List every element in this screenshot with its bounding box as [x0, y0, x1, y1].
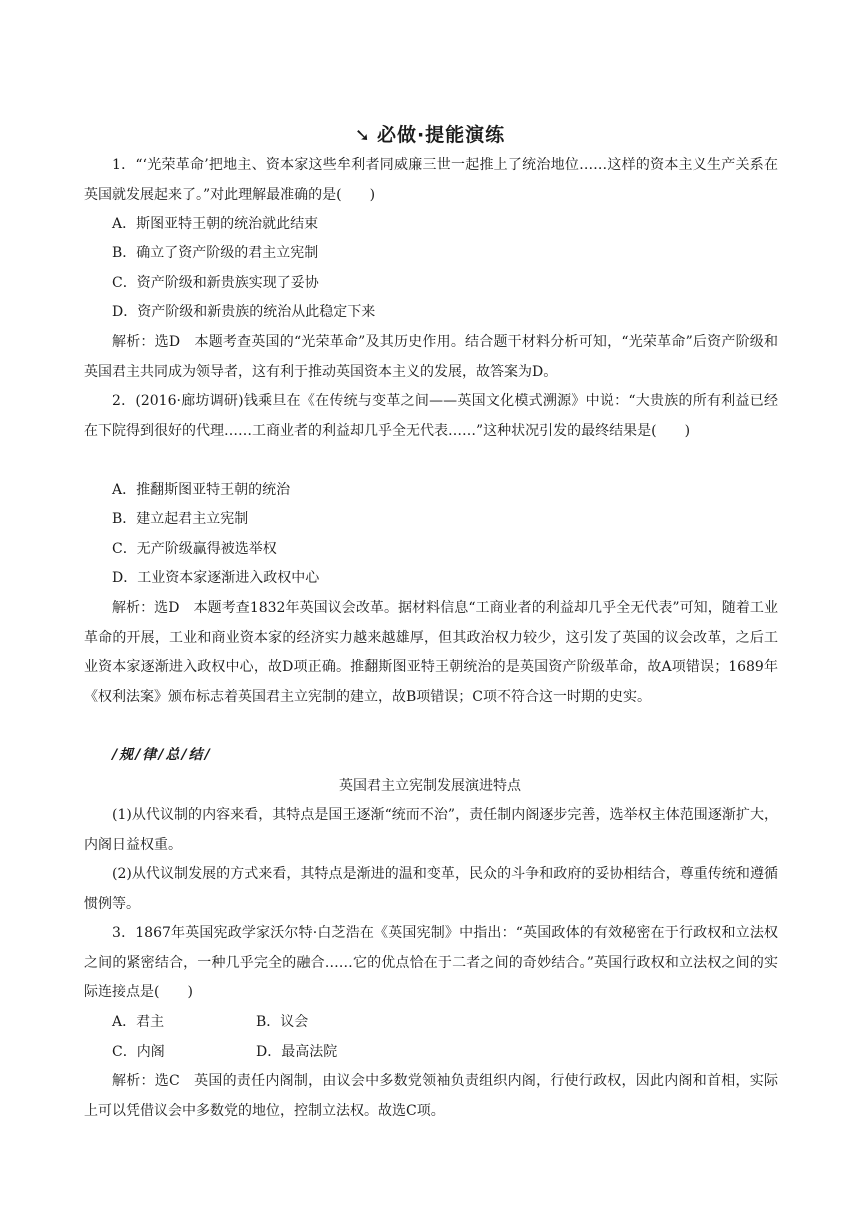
q1-option-b: B．确立了资产阶级的君主立宪制 — [112, 245, 319, 261]
rule-point-2: (2)从代议制发展的方式来看，其特点是渐进的温和变革，民众的斗争和政府的妥协相结合，尊重传统和遵循惯例等。 — [84, 866, 778, 912]
rule-point-1: (1)从代议制的内容来看，其特点是国王逐渐“统而不治”，责任制内阁逐步完善，选举权主体范围逐渐扩大，内阁日益权重。 — [84, 807, 778, 853]
q2-option-c: C．无产阶级赢得被选举权 — [112, 541, 277, 557]
q1-option-a: A．斯图亚特王朝的统治就此结束 — [112, 216, 319, 232]
q3-option-d: D．最高法院 — [256, 1044, 338, 1060]
q1-analysis: 解析：选D 本题考查英国的“光荣革命”及其历史作用。结合题干材料分析可知，“光荣革命”后资产阶级和英国君主共同成为领导者，这有利于推动英国资本主义的发展，故答案为D。 — [84, 334, 778, 380]
q1-stem: 1．“‘光荣革命’把地主、资本家这些牟利者同威廉三世一起推上了统治地位……这样的资本主义生产关系在英国就发展起来了。”对此理解最准确的是( ) — [84, 157, 778, 203]
q3-option-a: A．君主 — [112, 1014, 165, 1030]
q2-option-a: A．推翻斯图亚特王朝的统治 — [112, 482, 291, 498]
q3-options-row-2 — [112, 1038, 338, 1068]
q3-stem: 3．1867年英国宪政学家沃尔特·白芝浩在《英国宪制》中指出：“英国政体的有效秘密在于行政权和立法权之间的紧密结合，一种几乎完全的融合……它的优点恰在于二者之间的奇妙结合。”英国行政权和立法权之间的实际连接点是( ) — [84, 925, 778, 1000]
q2-option-b: B．建立起君主立宪制 — [112, 511, 249, 527]
arrow-icon: ➘ — [354, 125, 371, 146]
q1-option-c: C．资产阶级和新贵族实现了妥协 — [112, 275, 319, 291]
q1-option-d: D．资产阶级和新贵族的统治从此稳定下来 — [112, 304, 376, 320]
q3-option-b: B．议会 — [256, 1014, 309, 1030]
q2-stem: 2．(2016·廊坊调研)钱乘旦在《在传统与变革之间——英国文化模式溯源》中说：“大贵族的所有利益已经在下院得到很好的代理……工商业者的利益却几乎全无代表……”这种状况引发的最终结果是( ) — [84, 393, 778, 439]
q3-option-c: C．内阁 — [112, 1044, 165, 1060]
q2-analysis: 解析：选D 本题考查1832年英国议会改革。据材料信息“工商业者的利益却几乎全无代表”可知，随着工业革命的开展，工业和商业资本家的经济实力越来越雄厚，但其政治权力较少，这引发了英国的议会改革，之后工业资本家逐渐进入政权中心，故D项正确。推翻斯图亚特王朝统治的是英国资产阶级革命，故A项错误；1689年《权利法案》颁布标志着英国君主立宪制的建立，故B项错误；C项不符合这一时期的史实。 — [84, 600, 778, 705]
section-heading — [0, 120, 860, 147]
rule-summary-label: /规/律/总/结/ — [112, 747, 212, 763]
q3-options-row-1 — [112, 1008, 309, 1038]
section-heading-text: 必做·提能演练 — [376, 124, 506, 146]
rule-summary-title: 英国君主立宪制发展演进特点 — [339, 778, 521, 794]
q3-analysis: 解析：选C 英国的责任内阁制，由议会中多数党领袖负责组织内阁，行使行政权，因此内阁和首相，实际上可以凭借议会中多数党的地位，控制立法权。故选C项。 — [84, 1073, 778, 1119]
q2-option-d: D．工业资本家逐渐进入政权中心 — [112, 570, 320, 586]
